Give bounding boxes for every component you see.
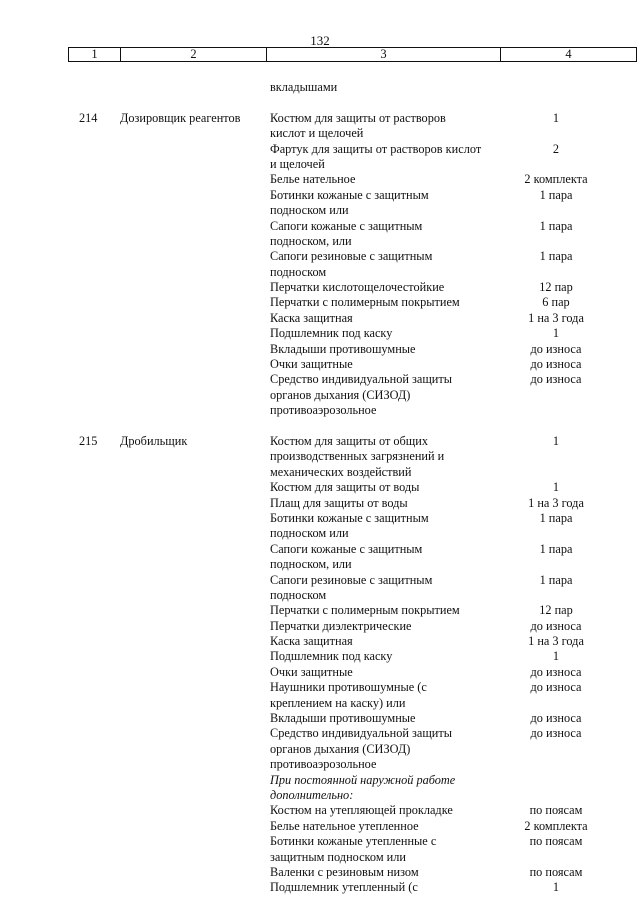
table-row bbox=[0, 819, 640, 834]
table-row bbox=[0, 234, 640, 249]
table-row bbox=[0, 80, 640, 95]
ppe-item-text: Вкладыши противошумные bbox=[270, 711, 416, 726]
ppe-item-text: механических воздействий bbox=[270, 464, 412, 479]
ppe-item-text: Подшлемник под каску bbox=[270, 326, 393, 341]
ppe-item-text: При постоянной наружной работе bbox=[270, 772, 456, 787]
table-row bbox=[0, 726, 640, 741]
table-row bbox=[0, 803, 640, 818]
table-row bbox=[0, 573, 640, 588]
row-number: 214 bbox=[79, 110, 98, 125]
ppe-quantity: 2 bbox=[552, 141, 560, 156]
table-row bbox=[0, 388, 640, 403]
table-row bbox=[0, 249, 640, 264]
ppe-item-text: Сапоги резиновые с защитным bbox=[270, 249, 433, 264]
ppe-item-text: Средство индивидуальной защиты bbox=[270, 726, 453, 741]
ppe-item-text: подноском bbox=[270, 587, 327, 602]
ppe-item-text: Валенки с резиновым низом bbox=[270, 864, 419, 879]
ppe-item-text: органов дыхания (СИЗОД) bbox=[270, 741, 411, 756]
table-row bbox=[0, 403, 640, 418]
ppe-item-text: Костюм для защиты от растворов bbox=[270, 110, 446, 125]
ppe-quantity: 1 пара bbox=[539, 541, 573, 556]
ppe-item-text: Ботинки кожаные с защитным bbox=[270, 187, 429, 202]
ppe-quantity: до износа bbox=[530, 664, 582, 679]
ppe-item-text: Вкладыши противошумные bbox=[270, 341, 416, 356]
ppe-item-text: производственных загрязнений и bbox=[270, 449, 445, 464]
table-row bbox=[0, 357, 640, 372]
ppe-item-text: Подшлемник под каску bbox=[270, 649, 393, 664]
ppe-quantity: по поясам bbox=[529, 834, 583, 849]
ppe-item-text: Костюм для защиты от общих bbox=[270, 433, 428, 448]
ppe-quantity: 1 пара bbox=[539, 510, 573, 525]
ppe-quantity: 1 на 3 года bbox=[528, 634, 584, 649]
table-row bbox=[0, 219, 640, 234]
ppe-quantity: до износа bbox=[530, 357, 582, 372]
table-row bbox=[0, 557, 640, 572]
ppe-quantity: 1 bbox=[552, 326, 560, 341]
ppe-quantity: 1 bbox=[552, 649, 560, 664]
ppe-quantity: до износа bbox=[530, 726, 582, 741]
ppe-quantity: 12 пар bbox=[539, 280, 573, 295]
table-row bbox=[0, 265, 640, 280]
column-header-table bbox=[68, 47, 637, 62]
ppe-item-text: подноском bbox=[270, 264, 327, 279]
ppe-item-text: креплением на каску) или bbox=[270, 695, 406, 710]
ppe-quantity: 1 на 3 года bbox=[528, 310, 584, 325]
ppe-item-text: Костюм на утепляющей прокладке bbox=[270, 803, 453, 818]
ppe-item-text: Фартук для защиты от растворов кислот bbox=[270, 141, 482, 156]
table-row bbox=[0, 757, 640, 772]
table-row bbox=[0, 588, 640, 603]
ppe-quantity: 1 на 3 года bbox=[528, 495, 584, 510]
ppe-quantity: до износа bbox=[530, 372, 582, 387]
table-row bbox=[0, 542, 640, 557]
table-row bbox=[0, 372, 640, 387]
table-row bbox=[0, 711, 640, 726]
ppe-item-text: Плащ для защиты от воды bbox=[270, 495, 408, 510]
ppe-item-text: противоаэрозольное bbox=[270, 757, 377, 772]
ppe-item-text: Подшлемник утепленный (с bbox=[270, 880, 418, 895]
table-row bbox=[0, 619, 640, 634]
ppe-quantity: 1 bbox=[552, 110, 560, 125]
ppe-quantity: до износа bbox=[530, 618, 582, 633]
ppe-item-text: подноском, или bbox=[270, 557, 352, 572]
ppe-item-text: Сапоги кожаные с защитным bbox=[270, 218, 423, 233]
profession-name: Дозировщик реагентов bbox=[120, 110, 241, 125]
table-row bbox=[0, 203, 640, 218]
column-header-3: 3 bbox=[267, 48, 501, 62]
ppe-item-text: дополнительно: bbox=[270, 787, 354, 802]
table-row bbox=[0, 295, 640, 310]
ppe-quantity: 1 bbox=[552, 480, 560, 495]
ppe-item-text: противоаэрозольное bbox=[270, 403, 377, 418]
ppe-item-text: Наушники противошумные (с bbox=[270, 680, 427, 695]
table-row bbox=[0, 680, 640, 695]
table-row bbox=[0, 834, 640, 849]
ppe-item-text: Сапоги резиновые с защитным bbox=[270, 572, 433, 587]
table-row bbox=[0, 188, 640, 203]
ppe-quantity: до износа bbox=[530, 341, 582, 356]
table-row bbox=[0, 526, 640, 541]
ppe-item-text: кислот и щелочей bbox=[270, 126, 364, 141]
table-row bbox=[0, 773, 640, 788]
table-row bbox=[0, 157, 640, 172]
table-row bbox=[0, 342, 640, 357]
ppe-item-text: Перчатки кислотощелочестойкие bbox=[270, 280, 445, 295]
table-row bbox=[0, 603, 640, 618]
ppe-quantity: 6 пар bbox=[542, 295, 570, 310]
ppe-item-text: Средство индивидуальной защиты bbox=[270, 372, 453, 387]
ppe-quantity: 2 комплекта bbox=[524, 172, 588, 187]
ppe-item-text: защитным подноском или bbox=[270, 849, 406, 864]
table-row bbox=[0, 434, 640, 449]
ppe-quantity: по поясам bbox=[529, 803, 583, 818]
profession-name: Дробильщик bbox=[120, 433, 188, 448]
column-header-1: 1 bbox=[69, 48, 121, 62]
ppe-item-text: Ботинки кожаные утепленные с bbox=[270, 834, 437, 849]
table-row bbox=[0, 496, 640, 511]
column-header-4: 4 bbox=[501, 48, 637, 62]
table-row bbox=[0, 511, 640, 526]
table-row bbox=[0, 465, 640, 480]
ppe-item-text: подноском, или bbox=[270, 233, 352, 248]
table-row bbox=[0, 696, 640, 711]
row-number: 215 bbox=[79, 433, 98, 448]
ppe-item-text: подноском или bbox=[270, 526, 349, 541]
table-row bbox=[0, 280, 640, 295]
table-row bbox=[0, 649, 640, 664]
table-row bbox=[0, 634, 640, 649]
table-row bbox=[0, 850, 640, 865]
ppe-item-text: Сапоги кожаные с защитным bbox=[270, 541, 423, 556]
table-row bbox=[0, 172, 640, 187]
block-spacer bbox=[0, 95, 640, 110]
ppe-quantity: 12 пар bbox=[539, 603, 573, 618]
table-row bbox=[0, 865, 640, 880]
table-row bbox=[0, 111, 640, 126]
ppe-item-text: Очки защитные bbox=[270, 664, 353, 679]
ppe-item-text: Костюм для защиты от воды bbox=[270, 480, 420, 495]
ppe-quantity: до износа bbox=[530, 711, 582, 726]
ppe-quantity: 1 пара bbox=[539, 572, 573, 587]
column-header-2: 2 bbox=[121, 48, 267, 62]
table-row bbox=[0, 880, 640, 895]
table-row bbox=[0, 480, 640, 495]
ppe-item-text: Каска защитная bbox=[270, 310, 353, 325]
ppe-item-text: Каска защитная bbox=[270, 634, 353, 649]
table-row bbox=[0, 788, 640, 803]
ppe-item-text: органов дыхания (СИЗОД) bbox=[270, 387, 411, 402]
table-row bbox=[0, 742, 640, 757]
ppe-item-text: и щелочей bbox=[270, 156, 325, 171]
ppe-quantity: 2 комплекта bbox=[524, 818, 588, 833]
table-row bbox=[0, 142, 640, 157]
ppe-item-text: Белье нательное bbox=[270, 172, 356, 187]
table-row bbox=[0, 311, 640, 326]
table-row bbox=[0, 126, 640, 141]
table-row bbox=[0, 326, 640, 341]
ppe-item-text: Перчатки с полимерным покрытием bbox=[270, 603, 460, 618]
block-spacer bbox=[0, 419, 640, 434]
ppe-item-text: Белье нательное утепленное bbox=[270, 818, 419, 833]
ppe-item-text: Перчатки с полимерным покрытием bbox=[270, 295, 460, 310]
ppe-quantity: до износа bbox=[530, 680, 582, 695]
ppe-quantity: 1 пара bbox=[539, 218, 573, 233]
ppe-quantity: 1 пара bbox=[539, 187, 573, 202]
ppe-norms-list bbox=[0, 80, 640, 896]
ppe-quantity: 1 bbox=[552, 880, 560, 895]
ppe-quantity: 1 пара bbox=[539, 249, 573, 264]
ppe-quantity: 1 bbox=[552, 433, 560, 448]
page-number: 132 bbox=[310, 33, 330, 48]
table-row bbox=[0, 665, 640, 680]
ppe-item-text: Очки защитные bbox=[270, 357, 353, 372]
ppe-item-text: Ботинки кожаные с защитным bbox=[270, 510, 429, 525]
ppe-item-text: подноском или bbox=[270, 203, 349, 218]
table-row bbox=[0, 449, 640, 464]
ppe-item-text: вкладышами bbox=[270, 80, 338, 94]
ppe-item-text: Перчатки диэлектрические bbox=[270, 618, 412, 633]
ppe-quantity: по поясам bbox=[529, 864, 583, 879]
